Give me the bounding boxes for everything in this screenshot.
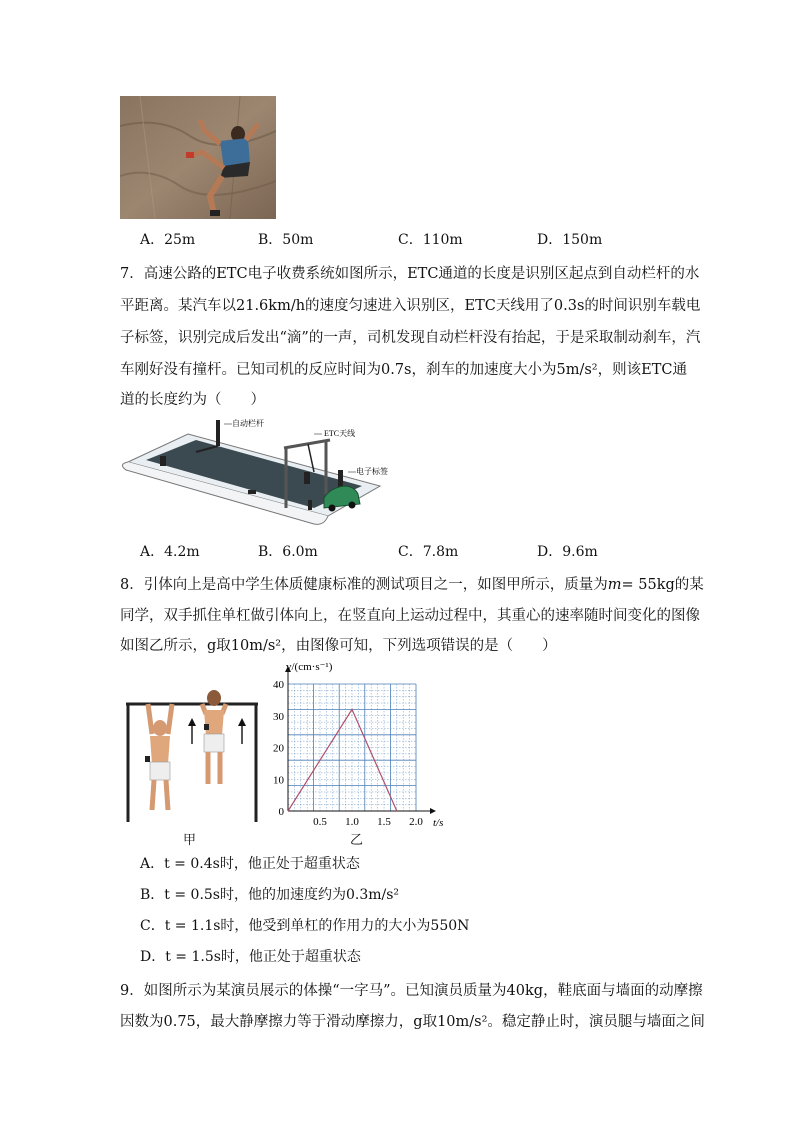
q7-option-a[interactable]: A．4.2m: [140, 544, 200, 560]
x-tick-label: 1.0: [345, 816, 359, 828]
y-axis-label: v/(cm·s⁻¹): [286, 661, 333, 673]
q7-line-4: 车刚好没有撞杆。已知司机的反应时间为0.7s，刹车的加速度大小为5m/s²，则该ETC通: [120, 362, 687, 378]
figure-jia-label: 甲: [183, 833, 197, 848]
q9-line-1: 9．如图所示为某演员展示的体操“一字马”。已知演员质量为40kg，鞋底面与墙面的动摩擦: [120, 983, 703, 999]
x-axis-label: t/s: [433, 817, 444, 829]
y-tick-label: 10: [273, 774, 284, 787]
velocity-time-chart: [270, 656, 455, 846]
etc-toll-diagram: [118, 412, 388, 530]
y-tick-label: 20: [273, 742, 284, 755]
q7-line-3: 子标签，识别完成后发出“滴”的一声，司机发现自动栏杆没有抬起，于是采取制动刹车，汽: [120, 330, 701, 346]
etc-barrier-label: 自动栏杆: [232, 419, 264, 428]
q6-option-d[interactable]: D．150m: [537, 232, 603, 248]
q8-option-c[interactable]: C．t = 1.1s时，他受到单杠的作用力的大小为550N: [140, 918, 470, 934]
q6-option-c[interactable]: C．110m: [398, 232, 463, 248]
q7-line-5: 道的长度约为（ ）: [120, 392, 265, 408]
y-tick-label: 40: [273, 679, 284, 691]
etc-tag-label: 电子标签: [356, 467, 388, 476]
x-tick-label: 2.0: [409, 816, 423, 828]
figure-yi-label: 乙: [350, 833, 364, 848]
y-tick-label: 0: [278, 806, 284, 818]
q8-option-b[interactable]: B．t = 0.5s时，他的加速度约为0.3m/s²: [140, 887, 400, 903]
q8-line-2: 同学，双手抓住单杠做引体向上，在竖直向上运动过程中，其重心的速率随时间变化的图像: [120, 608, 700, 624]
q7-line-2: 平距离。某汽车以21.6km/h的速度匀速进入识别区，ETC天线用了0.3s的时间识别车载电: [120, 298, 701, 314]
x-tick-label: 1.5: [377, 816, 391, 828]
q6-option-a[interactable]: A．25m: [140, 232, 196, 248]
y-tick-label: 30: [273, 710, 284, 723]
q7-option-d[interactable]: D．9.6m: [537, 544, 598, 560]
chart-grid: [288, 684, 416, 811]
q8-option-a[interactable]: A．t = 0.4s时，他正处于超重状态: [140, 856, 360, 872]
x-tick-label: 0.5: [313, 816, 327, 828]
etc-antenna-label: ETC天线: [324, 429, 356, 438]
q7-option-b[interactable]: B．6.0m: [258, 544, 318, 560]
rock-climber-photo: [120, 96, 276, 219]
q9-line-2: 因数为0.75，最大静摩擦力等于滑动摩擦力，g取10m/s²。稳定静止时，演员腿与墙面之间: [120, 1014, 705, 1030]
q6-option-b[interactable]: B．50m: [258, 232, 314, 248]
x-axis-arrow: [430, 808, 436, 814]
q7-option-c[interactable]: C．7.8m: [398, 544, 459, 560]
pull-up-figure: [122, 684, 262, 826]
q8-option-d[interactable]: D．t = 1.5s时，他正处于超重状态: [140, 949, 361, 965]
q8-line-3: 如图乙所示，g取10m/s²，由图像可知，下列选项错误的是（ ）: [120, 638, 557, 654]
q8-line-1: 8．引体向上是高中学生体质健康标准的测试项目之一，如图甲所示，质量为m= 55kg的某: [120, 577, 704, 593]
q7-line-1: 7．高速公路的ETC电子收费系统如图所示，ETC通道的长度是识别区起点到自动栏杆的水: [120, 266, 700, 282]
